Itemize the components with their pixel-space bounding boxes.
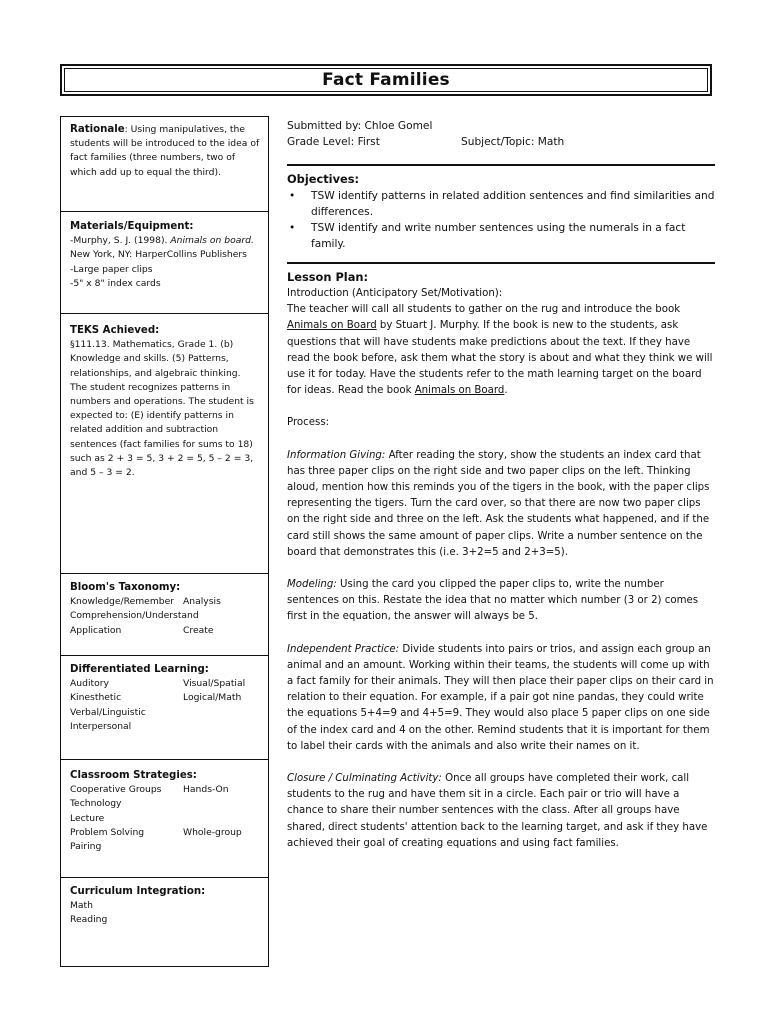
materials-box (60, 212, 269, 314)
intro-text: The teacher will call all students to gather on the rug and introduce the book (287, 304, 681, 316)
independent-practice-text: Divide students into pairs or trios, and assign each group an animal and an amount. Working within their teams, the students will come up with a fact family for their animals. They will then place their paper clips on their card in relation to their equation. For example, if a pair got nine pandas, they could write the equations 5+4=9 and 4+5=9. They would also place 5 paper clips on one side of the index card and 4 on the other. Remind students that it is important for them to label their cards with the animals and also write their names on it. (287, 643, 714, 752)
book-title: Animals on Board (287, 320, 377, 332)
differentiated-item: Interpersonal (70, 720, 132, 732)
materials-ref-publisher: New York, NY: HarperCollins Publishers (70, 249, 247, 261)
intro-label: Introduction (Anticipatory Set/Motivation): (287, 288, 503, 299)
title-box (60, 64, 712, 96)
blooms-item: Knowledge/Remember (70, 596, 175, 608)
strategies-item: Problem Solving (70, 826, 145, 838)
sidebar (60, 116, 269, 967)
strategies-item: Cooperative Groups (70, 784, 162, 796)
differentiated-heading: Differentiated Learning: (70, 664, 209, 675)
book-title: Animals on Board (414, 385, 505, 397)
materials-item: -5" x 8" index cards (70, 277, 161, 289)
materials-heading: Materials/Equipment: (70, 221, 194, 232)
differentiated-item: Verbal/Linguistic (70, 706, 146, 718)
blooms-box (60, 574, 269, 656)
main-content (287, 118, 715, 868)
differentiated-box (60, 656, 269, 760)
lesson-plan-body (287, 286, 715, 852)
intro-text: by Stuart J. Murphy. If the book is new to the students, ask questions that will have students make predictions about the text. If they have read the book before, ask them what the story is about and what they think we will use it for today. Have the students refer to the math learning target on the board for ideas. Read the book (287, 320, 713, 397)
intro-text: . (504, 385, 508, 397)
materials-item: -Large paper clips (70, 263, 153, 275)
blooms-heading: Bloom's Taxonomy: (70, 582, 181, 593)
closure-label: Closure / Culminating Activity: (287, 773, 442, 785)
independent-practice-label: Independent Practice: (287, 643, 400, 655)
section-divider (287, 262, 715, 264)
info-giving-text: After reading the story, show the students an index card that has three paper clips on the right side and two paper clips on the left. Thinking aloud, mention how this reminds you of the tigers in the book, with the paper clips representing the tigers. Turn the card over, so that there are now two paper clips on the right side and three on the left. Ask the students what happened, and if the card still shows the same amount of paper clips. Write a number sentence on the board that demonstrates this (i.e. 3+2=5 and 2+3=5). (287, 449, 710, 558)
strategies-item: Lecture (70, 812, 105, 824)
curriculum-item: Math (70, 900, 93, 912)
blooms-item: Analysis (183, 596, 221, 608)
subject-topic: Subject/Topic: Math (461, 136, 565, 148)
strategies-item: Hands-On (183, 784, 229, 796)
strategies-heading: Classroom Strategies: (70, 770, 197, 781)
materials-ref-prefix: -Murphy, S. J. (1998). (70, 235, 171, 247)
curriculum-heading: Curriculum Integration: (70, 886, 206, 897)
process-label: Process: (287, 417, 330, 429)
modeling-text: Using the card you clipped the paper clips to, write the number sentences on this. Restate the idea that no matter which number (3 or 2) comes first in the equation, the answer will always be 5. (287, 579, 699, 623)
teks-text: §111.13. Mathematics, Grade 1. (b) Knowledge and skills. (5) Patterns, relationships, and algebraic thinking. The student recognizes patterns in numbers and operations. The student is expected to: (E) identify patterns in related addition and subtraction sentences (fact families for sums to 18) such as 2 + 3 = 5, 3 + 2 = 5, 5 – 2 = 3, and 5 – 3 = 2. (70, 339, 254, 479)
teks-box (60, 314, 269, 574)
objectives-list (287, 188, 715, 252)
lesson-plan-heading: Lesson Plan: (287, 270, 369, 284)
blooms-item: Application (70, 624, 122, 636)
curriculum-box (60, 878, 269, 967)
differentiated-item: Logical/Math (183, 692, 242, 704)
materials-ref-title: Animals on board. (170, 235, 254, 247)
modeling-label: Modeling: (287, 579, 337, 591)
objectives-heading: Objectives: (287, 172, 360, 186)
info-giving-label: Information Giving: (287, 449, 386, 461)
rationale-heading: Rationale (70, 124, 125, 135)
blooms-item: Comprehension/Understand (70, 610, 199, 622)
rationale-box (60, 116, 269, 212)
grade-level: Grade Level: First (287, 136, 380, 148)
page-title: Fact Families (322, 70, 450, 90)
closure-text: Once all groups have completed their work, call students to the rug and have them sit in a circle. Each pair or trio will have a chance to share their number sentences with the class. After all groups have shared, direct students' attention back to the learning target, and ask if they have achieved their goal of creating equations and using fact families. (287, 773, 708, 849)
strategies-item: Whole-group (183, 826, 242, 838)
strategies-item: Technology (70, 798, 122, 810)
objective-item: • TSW identify patterns in related addition sentences and find similarities and differences. (311, 188, 715, 220)
rationale-text: : Using manipulatives, the students will be introduced to the idea of fact families (three numbers, two of which add up to equal the third). (70, 124, 260, 178)
curriculum-item: Reading (70, 914, 108, 926)
objective-item: • TSW identify and write number sentences using the numerals in a fact family. (311, 220, 715, 252)
section-divider (287, 164, 715, 166)
differentiated-item: Visual/Spatial (183, 678, 246, 690)
submitted-by: Submitted by: Chloe Gomel (287, 120, 433, 132)
differentiated-item: Auditory (70, 678, 109, 690)
differentiated-item: Kinesthetic (70, 692, 122, 704)
strategies-box (60, 760, 269, 878)
blooms-item: Create (183, 624, 214, 636)
teks-heading: TEKS Achieved: (70, 325, 160, 336)
strategies-item: Pairing (70, 841, 102, 853)
